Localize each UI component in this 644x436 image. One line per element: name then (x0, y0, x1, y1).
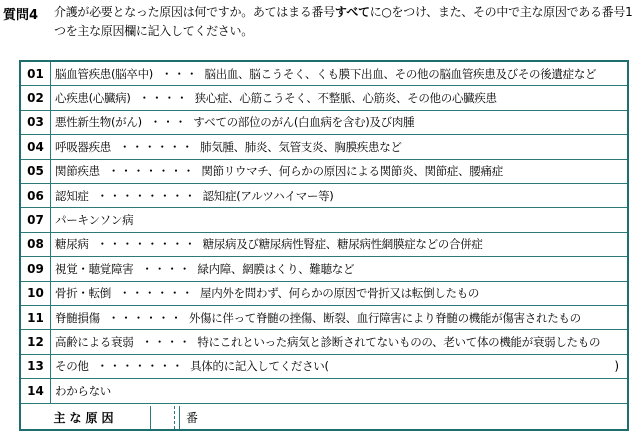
cause-description: 肺気腫、肺炎、気管支炎、胸膜疾患など (200, 139, 402, 154)
cause-number[interactable]: 08 (21, 233, 51, 256)
cause-name: その他 (55, 359, 89, 374)
main-cause-row (21, 406, 627, 429)
cause-description: 認知症(アルツハイマー等) (202, 188, 334, 203)
cause-row[interactable] (21, 282, 627, 306)
cause-description: 脳出血、脳こうそく、くも膜下出血、その他の脳血管疾患及びその後遺症など (204, 66, 597, 81)
main-cause-input-box[interactable] (151, 406, 175, 429)
question-number: 質問4 (3, 8, 39, 23)
main-cause-label: 主な原因 (21, 406, 151, 429)
cause-cell (55, 62, 621, 85)
cause-description: 屋内外を問わず、何らかの原因で骨折又は転倒したもの (200, 286, 480, 301)
leader-dots: ・・・・・・ (119, 286, 194, 301)
cause-table (19, 60, 629, 431)
cause-name: 骨折・転倒 (55, 286, 111, 301)
cause-cell (55, 208, 621, 231)
cause-cell (55, 184, 621, 207)
leader-dots: ・・・・・・ (107, 310, 183, 325)
cause-cell (55, 330, 621, 353)
cause-name: 高齢による衰弱 (55, 335, 134, 350)
leader-dots: ・・・・・・ (119, 139, 194, 154)
cause-row[interactable] (21, 330, 627, 354)
cause-cell (55, 111, 621, 134)
leader-dots: ・・・・ (138, 91, 189, 106)
cause-number[interactable]: 02 (21, 86, 51, 109)
cause-row[interactable] (21, 257, 627, 281)
question-text-a: 介護が必要となった原因は何ですか。あてはまる番号 (54, 5, 335, 19)
main-cause-unit: 番 (179, 406, 198, 429)
cause-name: 脳血管疾患(脳卒中) (55, 66, 153, 81)
cause-row[interactable] (21, 62, 627, 86)
cause-number[interactable]: 07 (21, 208, 51, 231)
cause-row[interactable] (21, 160, 627, 184)
cause-name: 呼吸器疾患 (55, 139, 111, 154)
leader-dots: ・・・・・・・・ (96, 188, 197, 203)
cause-cell (55, 355, 621, 378)
cause-number[interactable]: 06 (21, 184, 51, 207)
leader-dots: ・・・ (160, 66, 199, 81)
cause-name: わからない (55, 383, 111, 398)
cause-cell (55, 135, 621, 158)
cause-number[interactable]: 11 (21, 306, 51, 329)
cause-number[interactable]: 12 (21, 330, 51, 353)
cause-number[interactable]: 04 (21, 135, 51, 158)
question-text (54, 3, 640, 41)
cause-name: 糖尿病 (55, 237, 89, 252)
cause-description: 特にこれといった病気と診断されてないものの、老いて体の機能が衰弱したもの (197, 335, 601, 350)
leader-dots: ・・・・ (141, 335, 192, 350)
cause-cell (55, 257, 621, 280)
cause-name: 脊髄損傷 (55, 310, 100, 325)
question-text-emphasis: すべて (334, 5, 370, 19)
cause-cell (55, 306, 621, 329)
leader-dots: ・・・・・・・ (107, 164, 196, 179)
cause-number[interactable]: 13 (21, 355, 51, 378)
cause-cell (55, 233, 621, 256)
cause-description: すべての部位のがん(白血病を含む)及び肉腫 (193, 115, 415, 130)
cause-name: 認知症 (55, 188, 89, 203)
cause-row[interactable] (21, 208, 627, 232)
cause-row[interactable] (21, 86, 627, 110)
cause-row[interactable] (21, 184, 627, 208)
cause-cell (55, 282, 621, 305)
cause-cell (55, 160, 621, 183)
cause-number[interactable]: 10 (21, 282, 51, 305)
cause-name: 心疾患(心臓病) (55, 91, 131, 106)
leader-dots: ・・・・・・・ (96, 359, 185, 374)
cause-name: 視覚・聴覚障害 (55, 261, 134, 276)
cause-row[interactable] (21, 111, 627, 135)
leader-dots: ・・・ (149, 115, 188, 130)
cause-number[interactable]: 09 (21, 257, 51, 280)
question-text-b: に○をつけ、また、その中で主な原因である番号1つを主な原因欄に記入してください。 (54, 5, 633, 38)
other-close-paren: ) (614, 359, 619, 374)
leader-dots: ・・・・・・・・ (96, 237, 197, 252)
cause-name: 関節疾患 (55, 164, 100, 179)
leader-dots: ・・・・ (141, 261, 192, 276)
cause-row[interactable] (21, 355, 627, 379)
cause-number[interactable]: 03 (21, 111, 51, 134)
cause-name: パーキンソン病 (55, 213, 134, 228)
cause-number[interactable]: 14 (21, 379, 51, 402)
cause-description: 糖尿病及び糖尿病性腎症、糖尿病性網膜症などの合併症 (202, 237, 483, 252)
cause-description: 具体的に記入してください( (190, 359, 329, 374)
cause-description: 緑内障、網膜はくり、難聴など (197, 261, 355, 276)
cause-description: 外傷に伴って脊髄の挫傷、断裂、血行障害により脊髄の機能が傷害されたもの (188, 310, 581, 325)
cause-number[interactable]: 05 (21, 160, 51, 183)
cause-description: 狭心症、心筋こうそく、不整脈、心筋炎、その他の心臓疾患 (194, 91, 497, 106)
cause-row[interactable] (21, 233, 627, 257)
cause-number[interactable]: 01 (21, 62, 51, 85)
cause-row[interactable] (21, 306, 627, 330)
cause-row[interactable] (21, 379, 627, 403)
cause-cell (55, 379, 621, 402)
cause-name: 悪性新生物(がん) (55, 115, 142, 130)
cause-description: 関節リウマチ、何らかの原因による関節炎、関節症、腰痛症 (201, 164, 503, 179)
cause-row[interactable] (21, 135, 627, 159)
cause-cell (55, 86, 621, 109)
